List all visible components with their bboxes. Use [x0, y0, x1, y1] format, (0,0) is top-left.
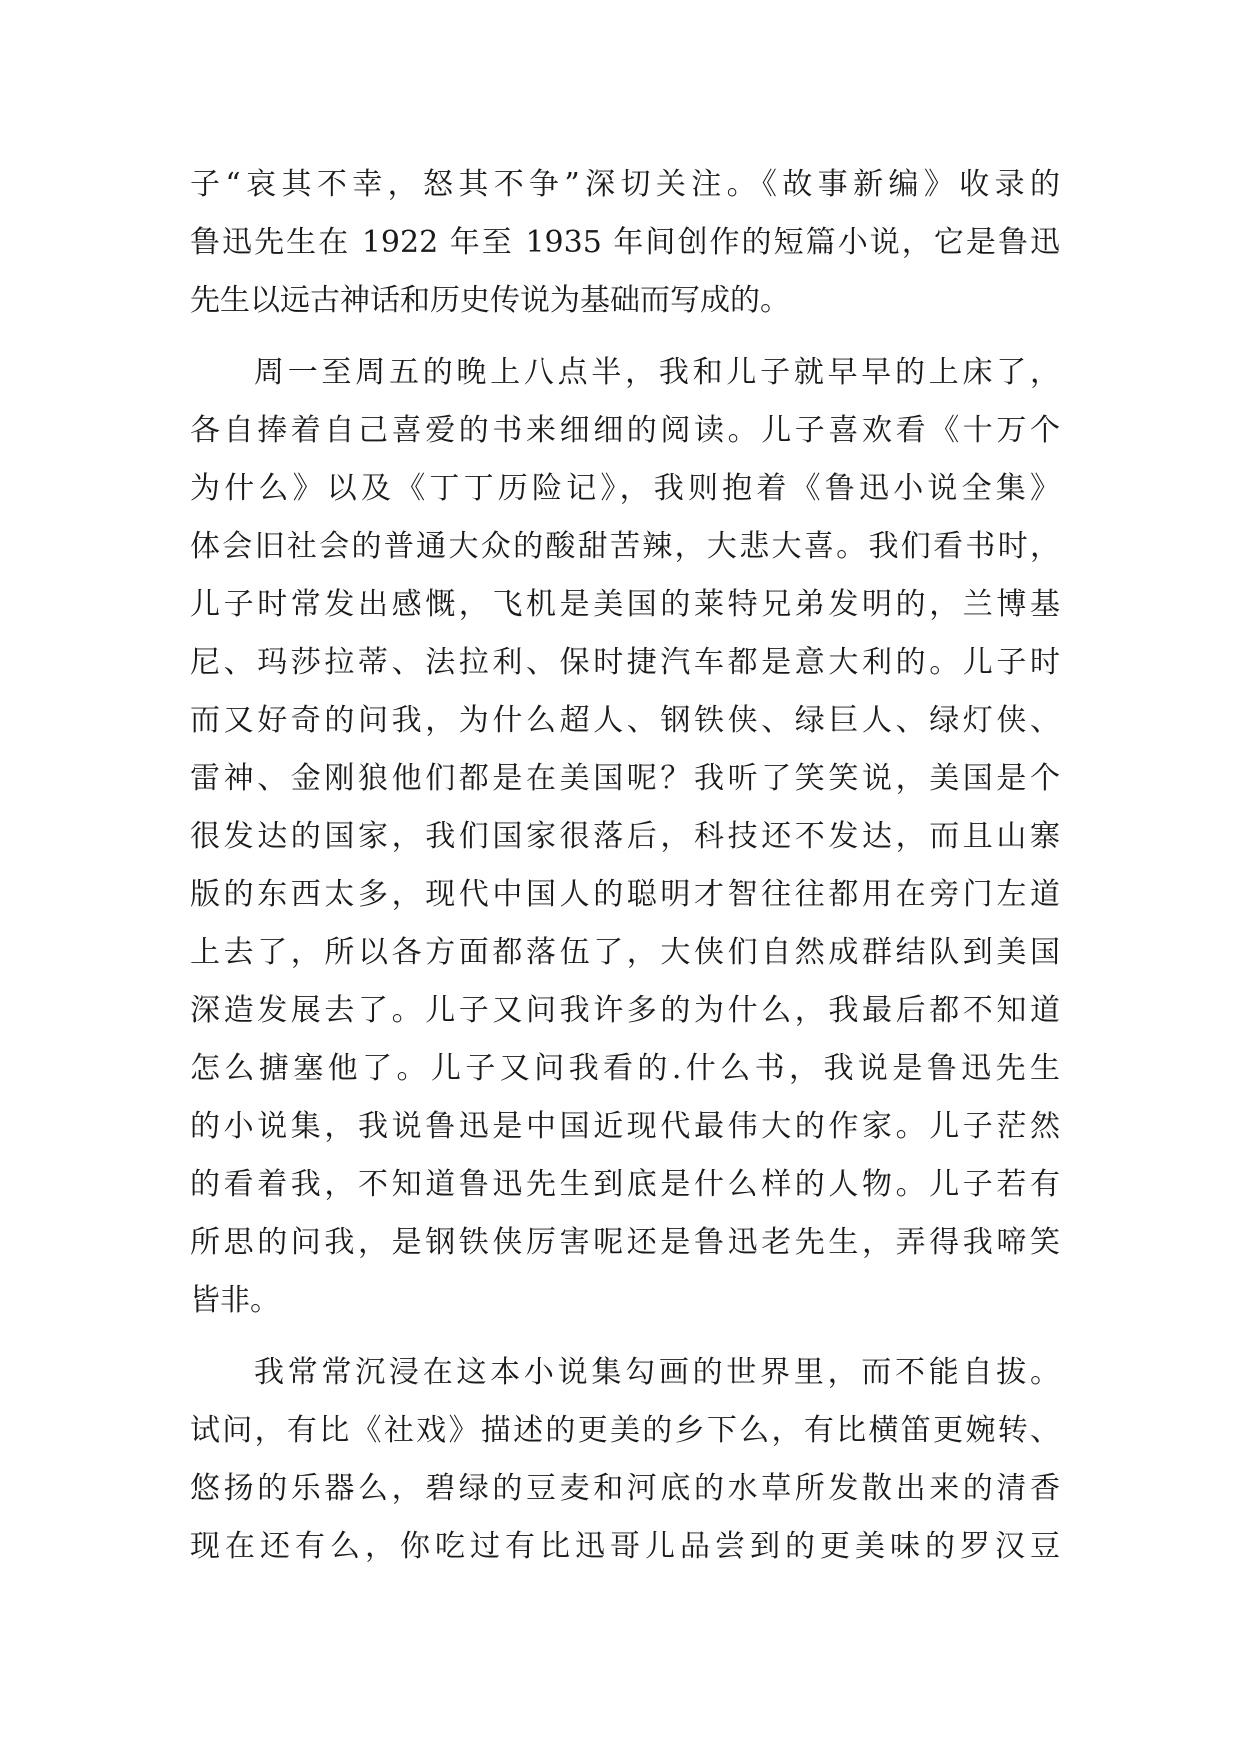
text-line: 为什么》以及《丁丁历险记》，我则抱着《鲁迅小说全集》 — [190, 471, 1060, 506]
text-line: 周一至周五的晚上八点半，我和儿子就早早的上床了， — [254, 355, 1060, 390]
text-line: 体会旧社会的普通大众的酸甜苦辣，大悲大喜。我们看书时， — [190, 529, 1060, 564]
text-line: 先生以远古神话和历史传说为基础而写成的。 — [190, 283, 790, 318]
text-line: 子“哀其不幸，怒其不争”深切关注。《故事新编》收录的 — [190, 167, 1060, 202]
text-line: 鲁迅先生在 1922 年至 1935 年间创作的短篇小说，它是鲁迅 — [190, 225, 1060, 260]
text-line: 版的东西太多，现代中国人的聪明才智往往都用在旁门左道 — [190, 877, 1060, 912]
text-line: 怎么搪塞他了。儿子又问我看的.什么书，我说是鲁迅先生 — [190, 1051, 1060, 1086]
paragraph — [190, 1344, 1060, 1576]
text-line: 的看着我，不知道鲁迅先生到底是什么样的人物。儿子若有 — [190, 1167, 1060, 1202]
text-line: 的小说集，我说鲁迅是中国近现代最伟大的作家。儿子茫然 — [190, 1109, 1060, 1144]
text-line: 悠扬的乐器么，碧绿的豆麦和河底的水草所发散出来的清香 — [190, 1471, 1060, 1506]
text-line: 上去了，所以各方面都落伍了，大侠们自然成群结队到美国 — [190, 935, 1060, 970]
text-line: 各自捧着自己喜爱的书来细细的阅读。儿子喜欢看《十万个 — [190, 413, 1060, 448]
text-line: 儿子时常发出感慨，飞机是美国的莱特兄弟发明的，兰博基 — [190, 587, 1060, 622]
text-line: 皆非。 — [190, 1283, 280, 1318]
text-line: 雷神、金刚狼他们都是在美国呢？我听了笑笑说，美国是个 — [190, 761, 1060, 796]
text-line: 尼、玛莎拉蒂、法拉利、保时捷汽车都是意大利的。儿子时 — [190, 645, 1060, 680]
text-line: 深造发展去了。儿子又问我许多的为什么，我最后都不知道 — [190, 993, 1060, 1028]
text-line: 试问，有比《社戏》描述的更美的乡下么，有比横笛更婉转、 — [190, 1413, 1060, 1448]
paragraph — [190, 156, 1060, 330]
paragraph — [190, 344, 1060, 1330]
text-line: 而又好奇的问我，为什么超人、钢铁侠、绿巨人、绿灯侠、 — [190, 703, 1060, 738]
text-line: 很发达的国家，我们国家很落后，科技还不发达，而且山寨 — [190, 819, 1060, 854]
text-line: 现在还有么，你吃过有比迅哥儿品尝到的更美味的罗汉豆 — [190, 1529, 1060, 1564]
document-body — [190, 156, 1060, 1576]
text-line: 我常常沉浸在这本小说集勾画的世界里，而不能自拔。 — [254, 1355, 1060, 1390]
text-line: 所思的问我，是钢铁侠厉害呢还是鲁迅老先生，弄得我啼笑 — [190, 1225, 1060, 1260]
